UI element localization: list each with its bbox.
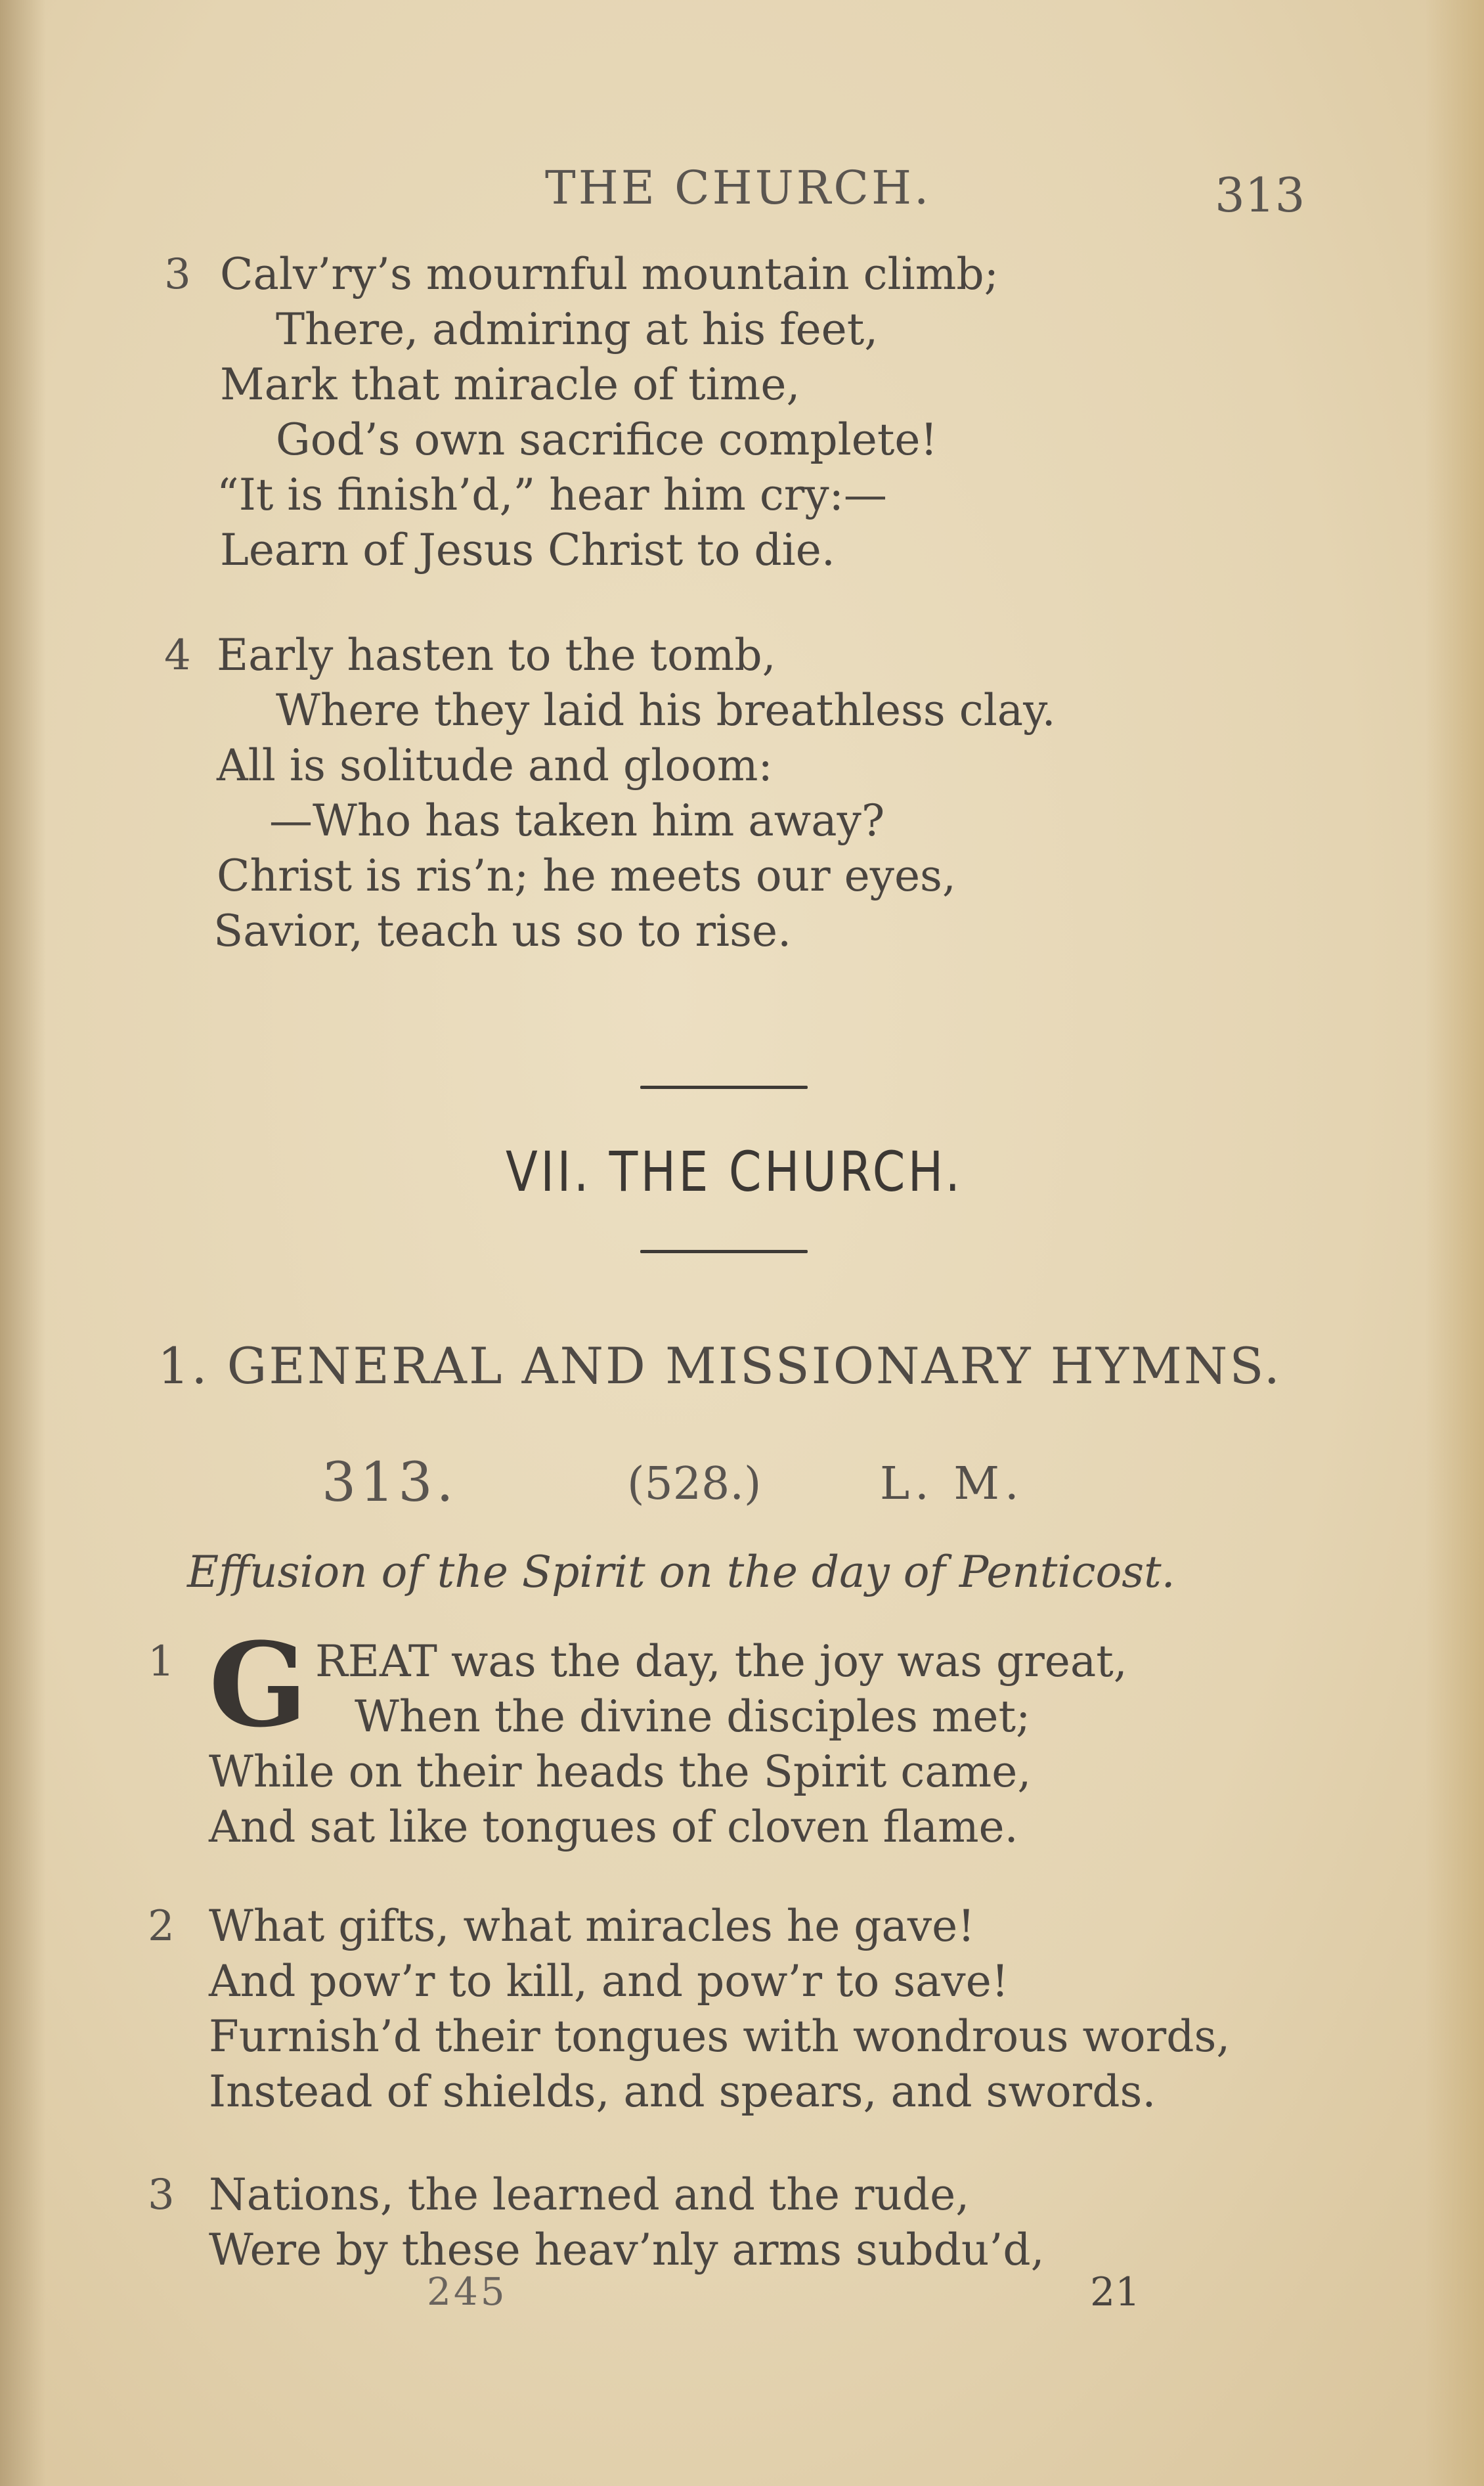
- sheet-number: 21: [1090, 2269, 1141, 2315]
- verse-line: What gifts, what miracles he gave!: [209, 1901, 975, 1951]
- section-rule-bottom: [640, 1250, 808, 1253]
- hymn-meter: L. M.: [880, 1458, 1024, 1510]
- drop-cap: G: [209, 1617, 308, 1753]
- verse-line: Calv’ry’s mournful mountain climb;: [220, 249, 999, 300]
- verse-line: REAT was the day, the joy was great,: [315, 1636, 1127, 1687]
- verse-number: 3: [148, 2171, 175, 2219]
- verse-line: There, admiring at his feet,: [276, 304, 879, 355]
- verse-line: Savior, teach us so to rise.: [213, 906, 792, 956]
- running-head: THE CHURCH.: [545, 161, 932, 215]
- verse-line: God’s own sacrifice complete!: [276, 414, 938, 465]
- section-rule-top: [640, 1086, 808, 1089]
- page-edge: [1425, 0, 1484, 2486]
- verse-line: And sat like tongues of cloven flame.: [209, 1802, 1018, 1852]
- verse-number: 2: [148, 1902, 175, 1951]
- verse-line: Nations, the learned and the rude,: [209, 2169, 970, 2220]
- verse-line: All is solitude and gloom:: [217, 740, 773, 791]
- verse-line: When the divine disciples met;: [355, 1691, 1031, 1742]
- section-title: VII. THE CHURCH.: [506, 1140, 963, 1204]
- verse-line: —Who has taken him away?: [269, 795, 885, 846]
- verse-line: Learn of Jesus Christ to die.: [220, 525, 835, 575]
- verse-line: “It is finish’d,” hear him cry:—: [217, 470, 887, 520]
- spine-shadow: [0, 0, 46, 2486]
- verse-line: Where they laid his breathless clay.: [276, 685, 1056, 736]
- verse-line: Were by these heav’nly arms subdu’d,: [209, 2225, 1045, 2275]
- verse-line: Furnish’d their tongues with wondrous words,: [209, 2011, 1231, 2062]
- verse-line: Christ is ris’n; he meets our eyes,: [217, 851, 956, 901]
- signature-mark: 245: [427, 2269, 508, 2314]
- hymn-number: 313.: [322, 1452, 458, 1514]
- page-number: 313: [1215, 167, 1305, 223]
- hymn-reference: (528.): [627, 1458, 762, 1510]
- verse-line: Instead of shields, and spears, and swords.: [209, 2066, 1156, 2117]
- verse-line: And pow’r to kill, and pow’r to save!: [209, 1956, 1009, 2007]
- verse-number: 1: [148, 1637, 175, 1686]
- verse-line: Early hasten to the tomb,: [217, 630, 776, 680]
- subsection-title: 1. GENERAL AND MISSIONARY HYMNS.: [158, 1337, 1282, 1395]
- verse-number: 4: [164, 631, 191, 680]
- hymn-title: Effusion of the Spirit on the day of Penticost.: [187, 1547, 1175, 1597]
- verse-line: While on their heads the Spirit came,: [209, 1746, 1032, 1797]
- verse-line: Mark that miracle of time,: [220, 359, 800, 410]
- verse-number: 3: [164, 250, 191, 299]
